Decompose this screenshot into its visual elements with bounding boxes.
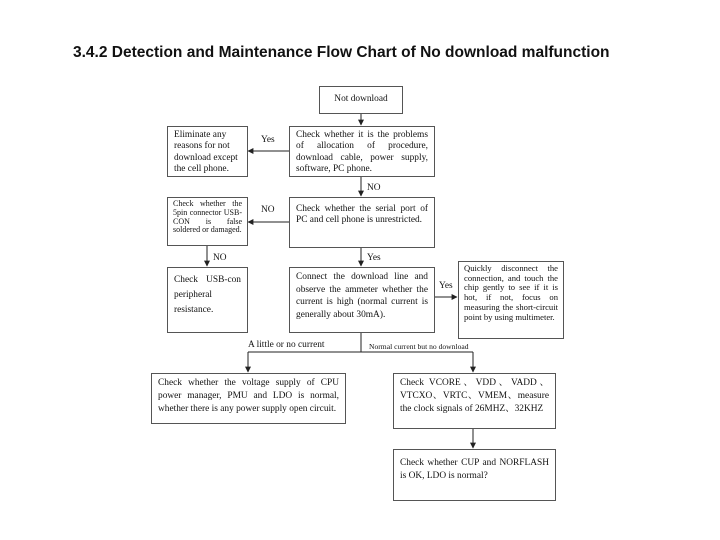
check-problems-box: Check whether it is the problems of allocation of procedure, download cable, power supply, software, PC phone.: [289, 126, 435, 177]
label-yes-eliminate: Yes: [261, 135, 275, 145]
label-no-usb: NO: [213, 253, 227, 263]
label-yes-connect: Yes: [367, 253, 381, 263]
label-no-5pin: NO: [261, 205, 275, 215]
check-voltage-box: Check whether the voltage supply of CPU power manager, PMU and LDO is normal, whether there is any power supply open circuit.: [151, 373, 346, 424]
check-vcore-box: Check VCORE、VDD、VADD、VTCXO、VRTC、VMEM、measure the clock signals of 26MHZ、32KHZ: [393, 373, 556, 429]
check-cup-box: Check whether CUP and NORFLASH is OK, LDO is normal?: [393, 449, 556, 501]
check-5pin-box: Check whether the 5pin connector USB-CON is false soldered or damaged.: [167, 197, 248, 246]
check-usb-box: Check USB-con peripheral resistance.: [167, 267, 248, 333]
start-box: Not download: [319, 86, 403, 114]
label-no-serial: NO: [367, 183, 381, 193]
check-serial-box: Check whether the serial port of PC and cell phone is unrestricted.: [289, 197, 435, 248]
label-normal-current: Normal current but no download: [369, 342, 469, 351]
disconnect-box: Quickly disconnect the connection, and touch the chip gently to see if it is hot, if not, focus on measuring the short-circuit point by using multimeter.: [458, 261, 564, 339]
label-yes-disconnect: Yes: [439, 281, 453, 291]
page-title: 3.4.2 Detection and Maintenance Flow Chart of No download malfunction: [73, 44, 610, 61]
connect-line-box: Connect the download line and observe the ammeter whether the current is high (normal current is generally about 30mA).: [289, 267, 435, 333]
eliminate-box: Eliminate any reasons for not download except the cell phone.: [167, 126, 248, 177]
label-little-current: A little or no current: [248, 340, 325, 350]
